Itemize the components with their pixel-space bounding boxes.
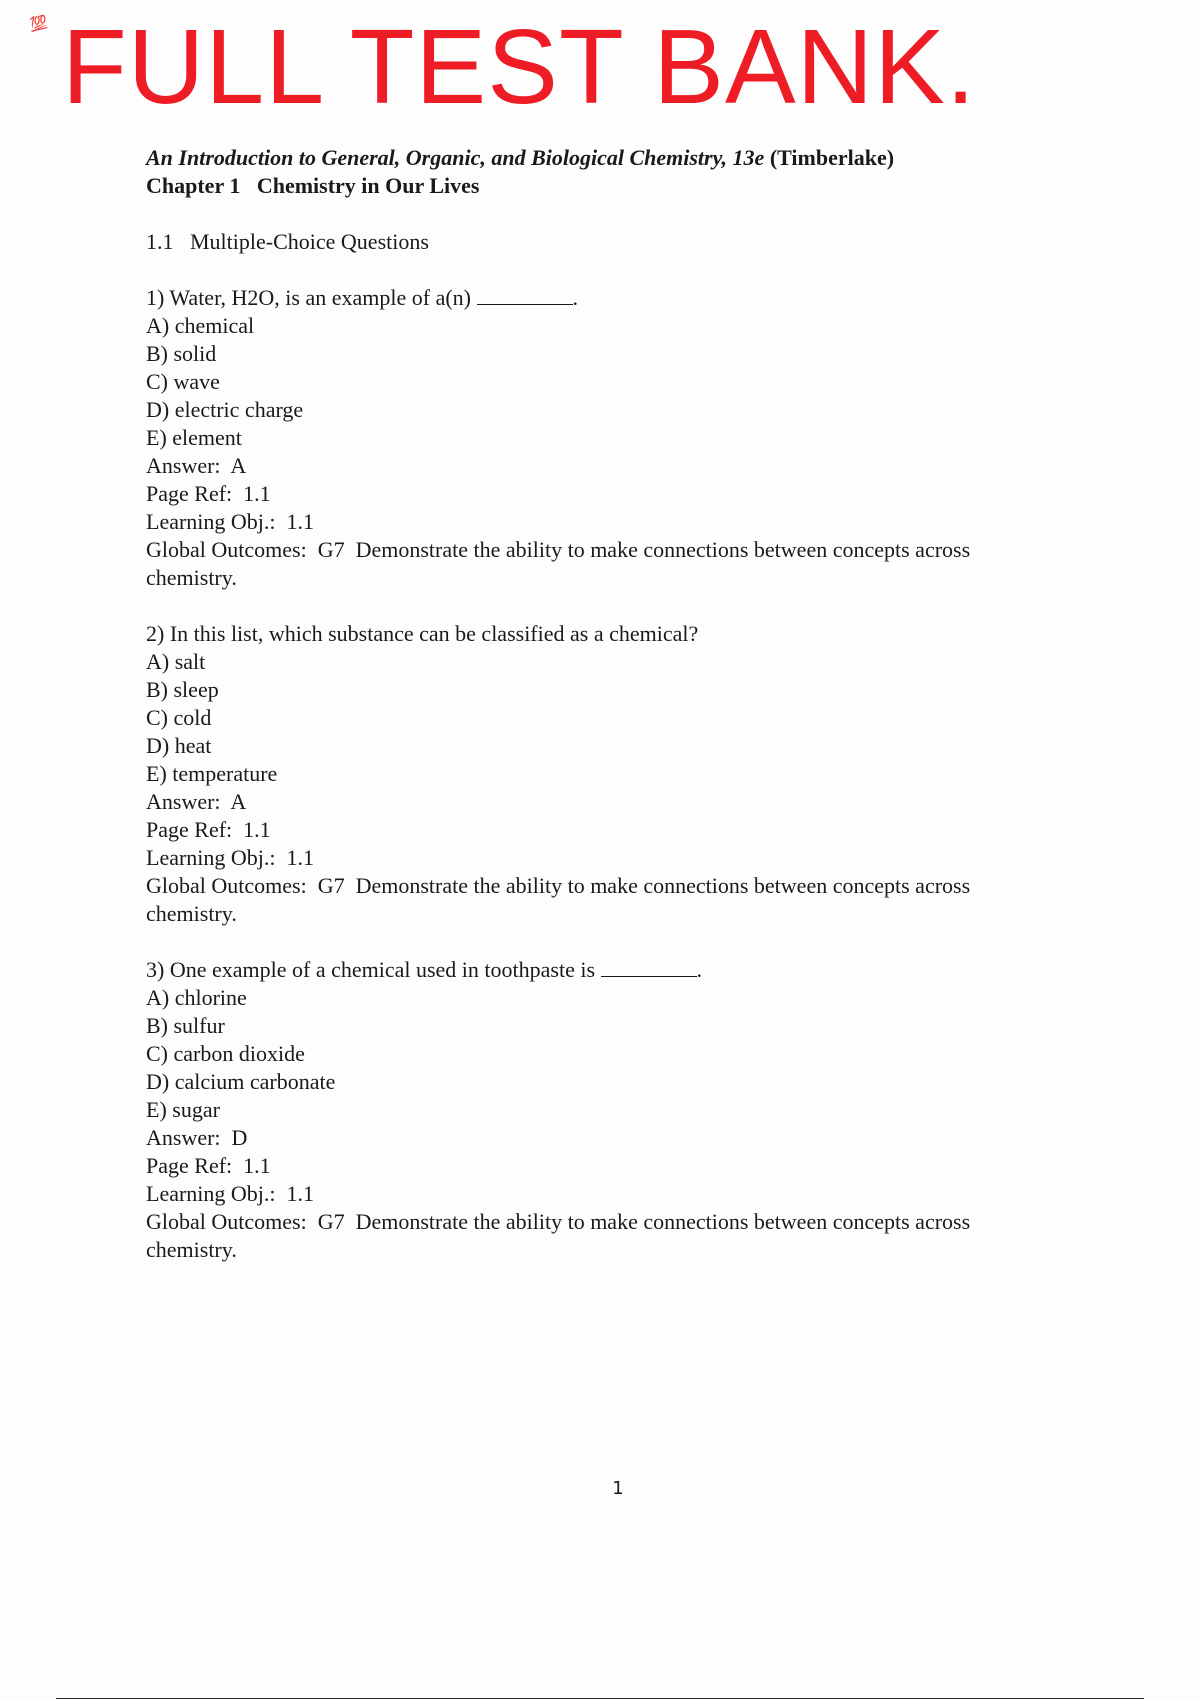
answer-line: Answer: A	[146, 453, 247, 478]
global-outcomes-line: Global Outcomes: G7 Demonstrate the ability to make connections between concepts across chemistry.	[146, 873, 976, 926]
page-ref-line: Page Ref: 1.1	[146, 817, 271, 842]
answer-blank	[477, 286, 573, 305]
question-stem	[146, 620, 1066, 648]
learning-obj-line: Learning Obj.: 1.1	[146, 509, 315, 534]
question-stem-text: 2) In this list, which substance can be classified as a chemical?	[146, 621, 699, 646]
question-stem-end: .	[572, 285, 578, 310]
question-stem	[146, 284, 1066, 312]
global-outcomes-line: Global Outcomes: G7 Demonstrate the ability to make connections between concepts across chemistry.	[146, 1209, 976, 1262]
chapter-heading: Chapter 1 Chemistry in Our Lives	[146, 173, 480, 198]
page-ref-line: Page Ref: 1.1	[146, 481, 271, 506]
question-stem-text: 3) One example of a chemical used in toothpaste is	[146, 957, 601, 982]
book-author: (Timberlake)	[769, 145, 895, 170]
answer-line: Answer: A	[146, 789, 247, 814]
hundred-points-icon: 💯	[28, 14, 48, 34]
option-c: C) carbon dioxide	[146, 1041, 305, 1066]
option-d: D) heat	[146, 733, 212, 758]
book-title: An Introduction to General, Organic, and Biological Chemistry, 13e	[146, 145, 765, 170]
option-c: C) cold	[146, 705, 212, 730]
option-a: A) chemical	[146, 313, 255, 338]
option-c: C) wave	[146, 369, 220, 394]
option-a: A) chlorine	[146, 985, 247, 1010]
book-title-line	[146, 144, 1066, 172]
question-stem	[146, 956, 1066, 984]
document-content	[146, 144, 1066, 1264]
option-e: E) sugar	[146, 1097, 220, 1122]
test-bank-banner: FULL TEST BANK.	[62, 8, 977, 126]
option-a: A) salt	[146, 649, 206, 674]
learning-obj-line: Learning Obj.: 1.1	[146, 845, 315, 870]
global-outcomes-line: Global Outcomes: G7 Demonstrate the ability to make connections between concepts across chemistry.	[146, 537, 976, 590]
answer-blank	[601, 958, 697, 977]
option-d: D) electric charge	[146, 397, 304, 422]
section-heading: 1.1 Multiple-Choice Questions	[146, 229, 429, 254]
option-b: B) solid	[146, 341, 217, 366]
option-b: B) sleep	[146, 677, 219, 702]
option-e: E) temperature	[146, 761, 278, 786]
option-b: B) sulfur	[146, 1013, 225, 1038]
option-e: E) element	[146, 425, 242, 450]
learning-obj-line: Learning Obj.: 1.1	[146, 1181, 315, 1206]
question-stem-text: 1) Water, H2O, is an example of a(n)	[146, 285, 477, 310]
bottom-divider	[56, 1698, 1144, 1699]
page-number: 1	[612, 1478, 624, 1499]
question-2	[146, 620, 1066, 928]
question-stem-end: .	[696, 957, 703, 982]
option-d: D) calcium carbonate	[146, 1069, 336, 1094]
question-1	[146, 284, 1066, 592]
answer-line: Answer: D	[146, 1125, 248, 1150]
page-ref-line: Page Ref: 1.1	[146, 1153, 271, 1178]
question-3	[146, 956, 1066, 1264]
